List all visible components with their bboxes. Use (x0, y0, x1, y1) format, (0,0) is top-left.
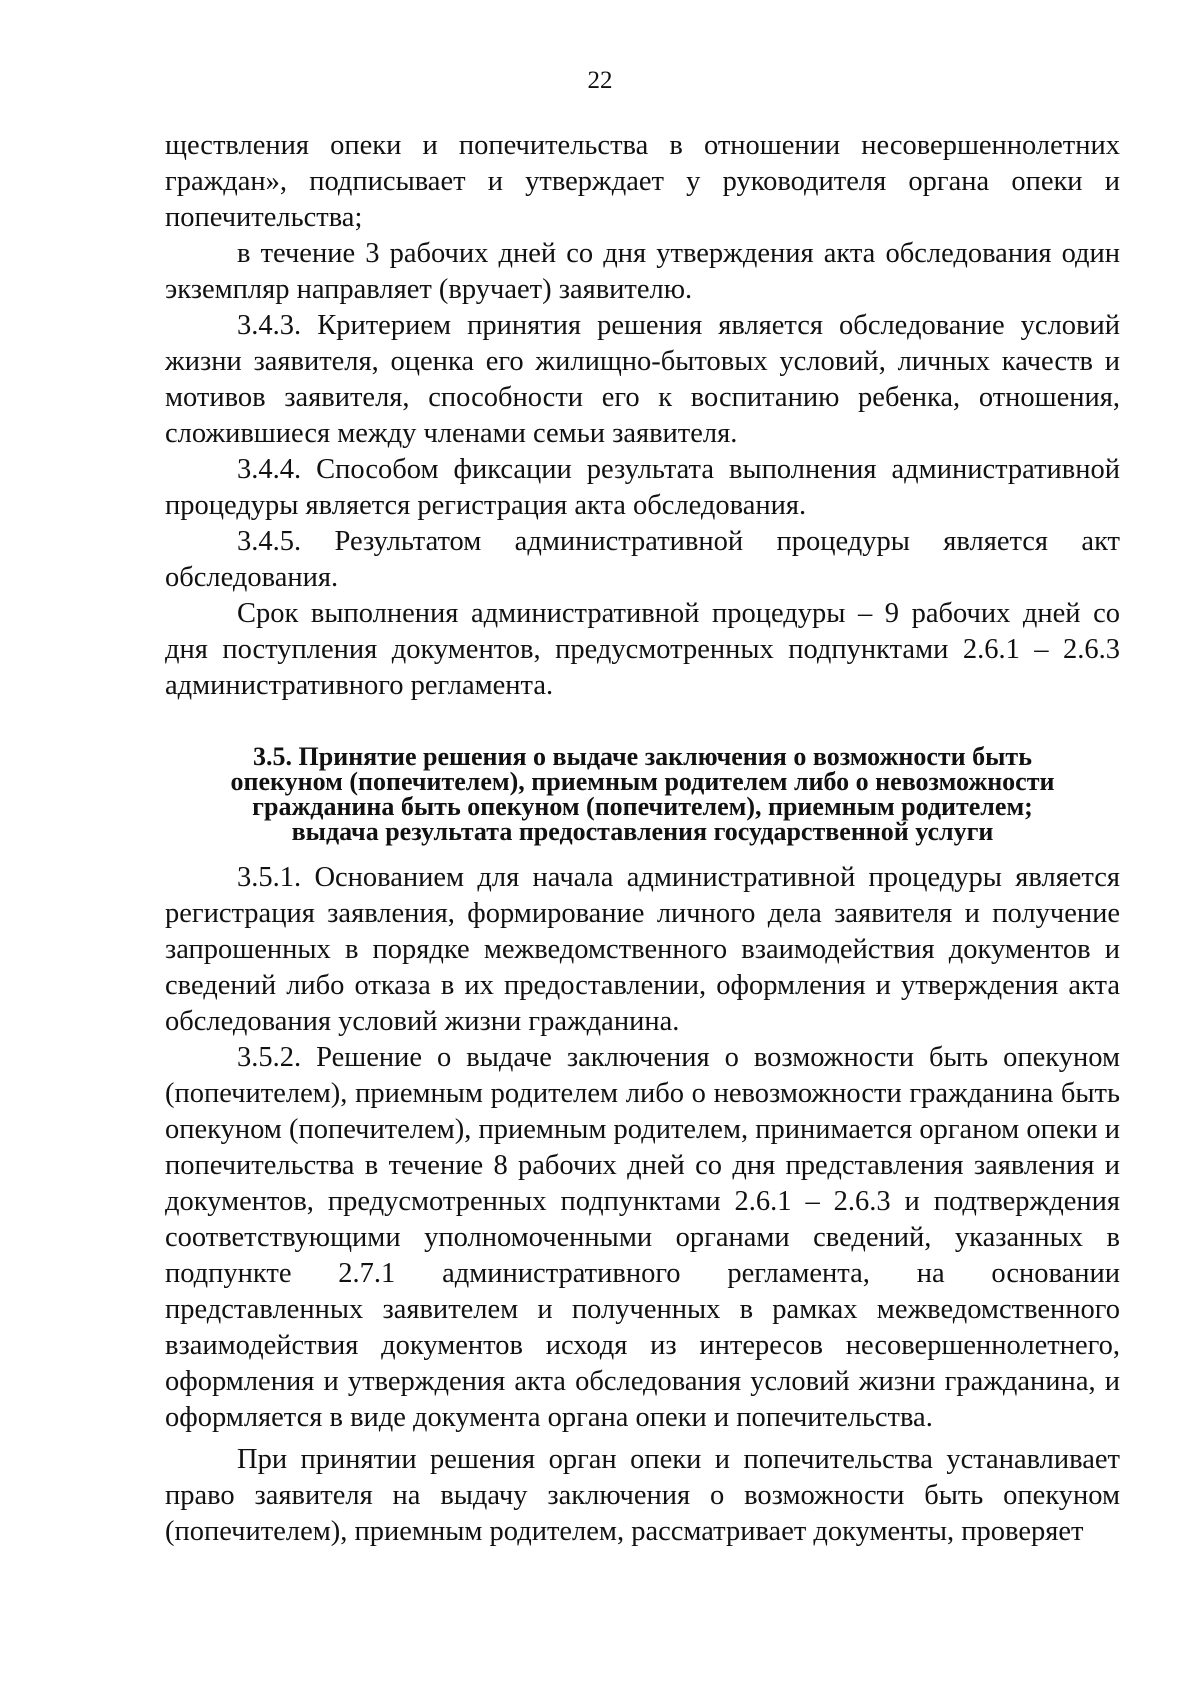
heading-line: 3.5. Принятие решения о выдаче заключения о возможности быть (253, 742, 1032, 771)
section-heading-3-5 (165, 744, 1120, 844)
paragraph-deadline: Срок выполнения административной процедуры – 9 рабочих дней со дня поступления документов, предусмотренных подпунктами 2.6.1 – 2.6.3 административного регламента. (165, 598, 1120, 701)
heading-line: гражданина быть опекуном (попечителем), приемным родителем; (252, 792, 1033, 821)
paragraph-3-4-3: 3.4.3. Критерием принятия решения является обследование условий жизни заявителя, оценка его жилищно-бытовых условий, личных качеств и мотивов заявителя, способности его к воспитанию ребенка, отношения, сложившиеся между членами семьи заявителя. (165, 310, 1120, 449)
paragraph-3-4-5: 3.4.5. Результатом административной процедуры является акт обследования. (165, 526, 1120, 593)
paragraph-act-delivery: в течение 3 рабочих дней со дня утверждения акта обследования один экземпляр направляет (вручает) заявителю. (165, 238, 1120, 305)
paragraph-3-5-1: 3.5.1. Основанием для начала административной процедуры является регистрация заявления, формирование личного дела заявителя и получение запрошенных в порядке межведомственного взаимодействия документов и сведений либо отказа в их предоставлении, оформления и утверждения акта обследования условий жизни гражданина. (165, 862, 1120, 1037)
document-body (165, 128, 1120, 1550)
page-number: 22 (587, 67, 613, 94)
paragraph-3-4-4: 3.4.4. Способом фиксации результата выполнения административной процедуры является регистрация акта обследования. (165, 454, 1120, 521)
paragraph-continuation: ществления опеки и попечительства в отношении несовершеннолетних граждан», подписывает и утверждает у руководителя органа опеки и попечительства; (165, 130, 1120, 233)
paragraph-3-5-2: 3.5.2. Решение о выдаче заключения о возможности быть опекуном (попечителем), приемным родителем либо о невозможности гражданина быть опекуном (попечителем), приемным родителем, принимается органом опеки и попечительства в течение 8 рабочих дней со дня представления заявления и документов, предусмотренных подпунктами 2.6.1 – 2.6.3 и подтверждения соответствующими уполномоченными органами сведений, указанных в подпункте 2.7.1 административного регламента, на основании представленных заявителем и полученных в рамках межведомственного взаимодействия документов исходя из интересов несовершеннолетнего, оформления и утверждения акта обследования условий жизни гражданина, и оформляется в виде документа органа опеки и попечительства. (165, 1042, 1120, 1433)
heading-line: выдача результата предоставления государственной услуги (291, 817, 994, 846)
heading-line: опекуном (попечителем), приемным родителем либо о невозможности (230, 767, 1055, 796)
paragraph-decision: При принятии решения орган опеки и попечительства устанавливает право заявителя на выдачу заключения о возможности быть опекуном (попечителем), приемным родителем, рассматривает документы, проверяет (165, 1444, 1120, 1547)
